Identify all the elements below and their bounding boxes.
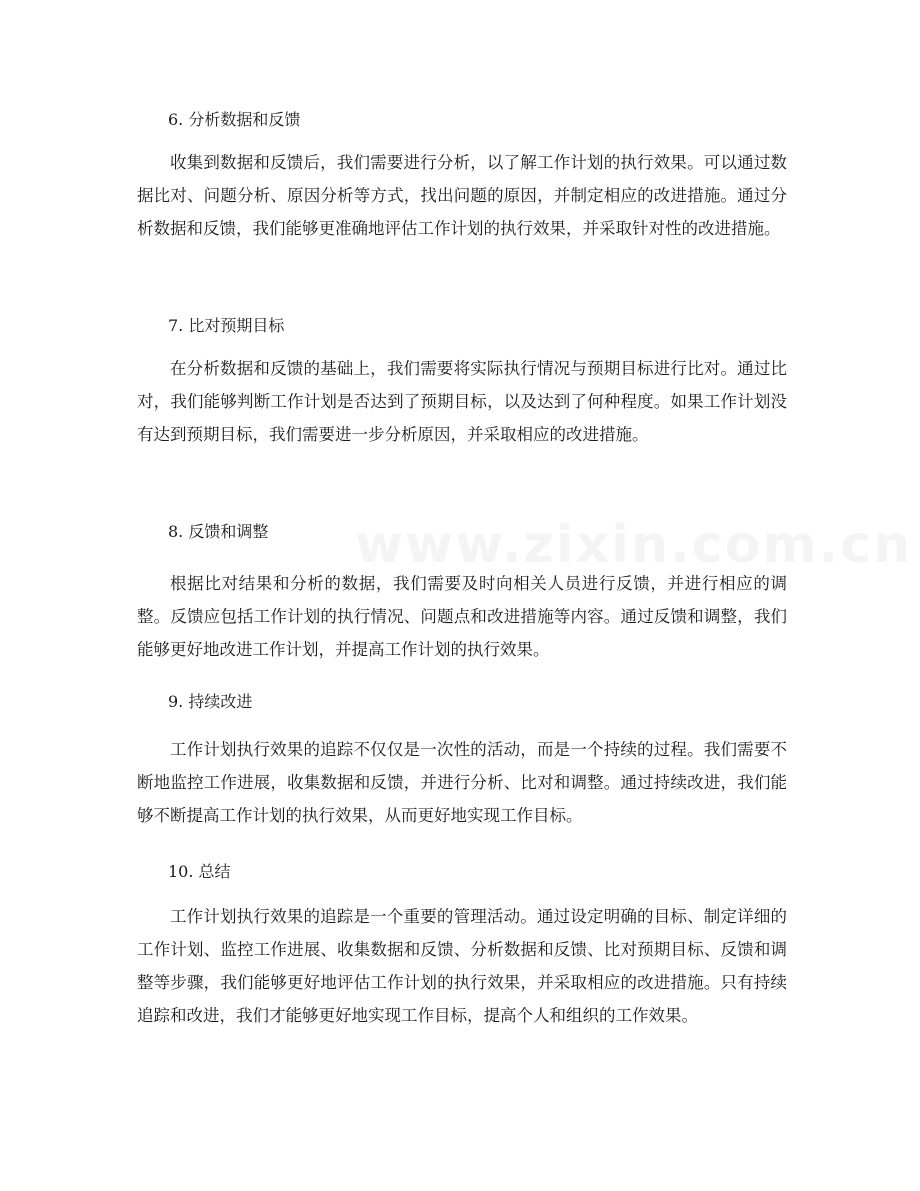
- section-heading-8: 8. 反馈和调整: [168, 522, 269, 541]
- section-heading-10: 10. 总结: [168, 862, 231, 881]
- section-paragraph-10: 工作计划执行效果的追踪是一个重要的管理活动。通过设定明确的目标、制定详细的工作计划、监控工作进展、收集数据和反馈、分析数据和反馈、比对预期目标、反馈和调整等步骤，我们能够更好地评估工作计划的执行效果，并采取相应的改进措施。只有持续追踪和改进，我们才能够更好地实现工作目标，提高个人和组织的工作效果。: [137, 907, 787, 1025]
- section-heading-9: 9. 持续改进: [168, 692, 253, 711]
- section-heading-6: 6. 分析数据和反馈: [168, 110, 301, 129]
- section-heading-7: 7. 比对预期目标: [168, 316, 285, 335]
- watermark: [355, 515, 912, 575]
- section-paragraph-9: 工作计划执行效果的追踪不仅仅是一次性的活动，而是一个持续的过程。我们需要不断地监控工作进展，收集数据和反馈，并进行分析、比对和调整。通过持续改进，我们能够不断提高工作计划的执行效果，从而更好地实现工作目标。: [137, 740, 787, 825]
- section-paragraph-6: 收集到数据和反馈后，我们需要进行分析，以了解工作计划的执行效果。可以通过数据比对、问题分析、原因分析等方式，找出问题的原因，并制定相应的改进措施。通过分析数据和反馈，我们能够更准确地评估工作计划的执行效果，并采取针对性的改进措施。: [137, 153, 787, 238]
- section-paragraph-8: 根据比对结果和分析的数据，我们需要及时向相关人员进行反馈，并进行相应的调整。反馈应包括工作计划的执行情况、问题点和改进措施等内容。通过反馈和调整，我们能够更好地改进工作计划，并提高工作计划的执行效果。: [137, 574, 787, 659]
- section-paragraph-7: 在分析数据和反馈的基础上，我们需要将实际执行情况与预期目标进行比对。通过比对，我们能够判断工作计划是否达到了预期目标，以及达到了何种程度。如果工作计划没有达到预期目标，我们需要进一步分析原因，并采取相应的改进措施。: [137, 359, 787, 444]
